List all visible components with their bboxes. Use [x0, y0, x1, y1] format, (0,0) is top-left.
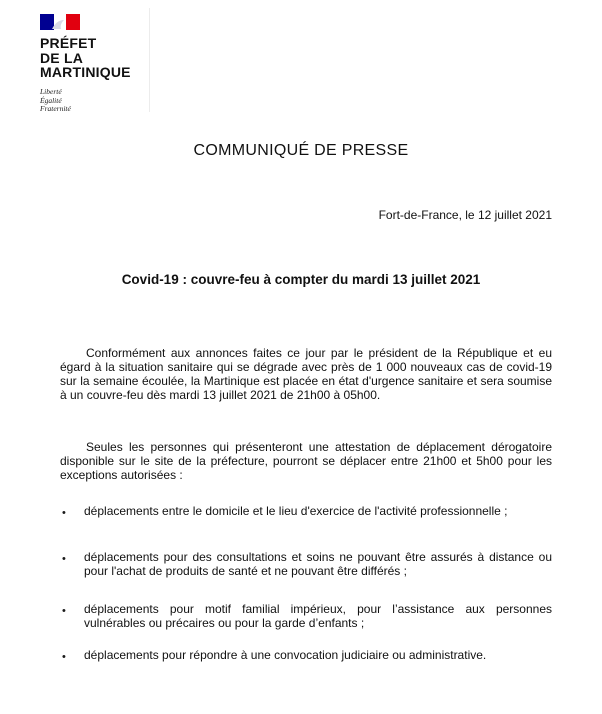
motto-fraternite: Fraternité — [40, 104, 71, 113]
exception-text: déplacements pour motif familial impérieux, pour l’assistance aux personnes vulnérables ou précaires ou pour la garde d’enfants ; — [84, 602, 552, 630]
exception-text: déplacements pour répondre à une convocation judiciaire ou administrative. — [84, 648, 487, 662]
prefecture-name — [40, 36, 131, 80]
exception-text: déplacements entre le domicile et le lieu d'exercice de l'activité professionnelle ; — [84, 504, 508, 518]
place-and-date: Fort-de-France, le 12 juillet 2021 — [378, 208, 552, 222]
prefet-line-2: DE LA — [40, 49, 83, 66]
document-type-title: COMMUNIQUÉ DE PRESSE — [193, 142, 409, 159]
bullet-icon: • — [62, 605, 66, 617]
exception-text: déplacements pour des consultations et soins ne pouvant être assurés à distance ou pour l'achat de produits de santé et ne pouvant être différés ; — [84, 550, 552, 578]
marianne-logo — [40, 14, 80, 30]
intro-paragraph: Conformément aux annonces faites ce jour par le président de la République et eu égard à la situation sanitaire qui se dégrade avec près de 1 000 nouveaux cas de covid-19 sur la semaine écoulée, la Martinique est placée en état d'urgence sanitaire et sera soumise à un couvre-feu dès mardi 13 juillet 2021 de 21h00 à 05h00. — [60, 346, 552, 402]
press-release-headline: Covid-19 : couvre-feu à compter du mardi 13 juillet 2021 — [121, 272, 481, 287]
prefet-line-3: MARTINIQUE — [40, 64, 131, 80]
prefecture-header — [32, 8, 150, 112]
motto-egalite: Égalité — [40, 95, 62, 105]
exceptions-intro-paragraph: Seules les personnes qui présenteront une attestation de déplacement dérogatoire disponible sur le site de la préfecture, pourront se déplacer entre 21h00 et 5h00 pour les exceptions autorisées : — [60, 440, 552, 482]
bullet-icon: • — [62, 507, 66, 519]
bullet-icon: • — [62, 553, 66, 565]
republic-motto — [40, 88, 71, 114]
tricolor-flag-icon — [40, 14, 80, 30]
motto-liberte: Liberté — [40, 87, 62, 96]
bullet-icon: • — [62, 651, 66, 663]
prefet-line-1: PRÉFET — [40, 35, 97, 51]
